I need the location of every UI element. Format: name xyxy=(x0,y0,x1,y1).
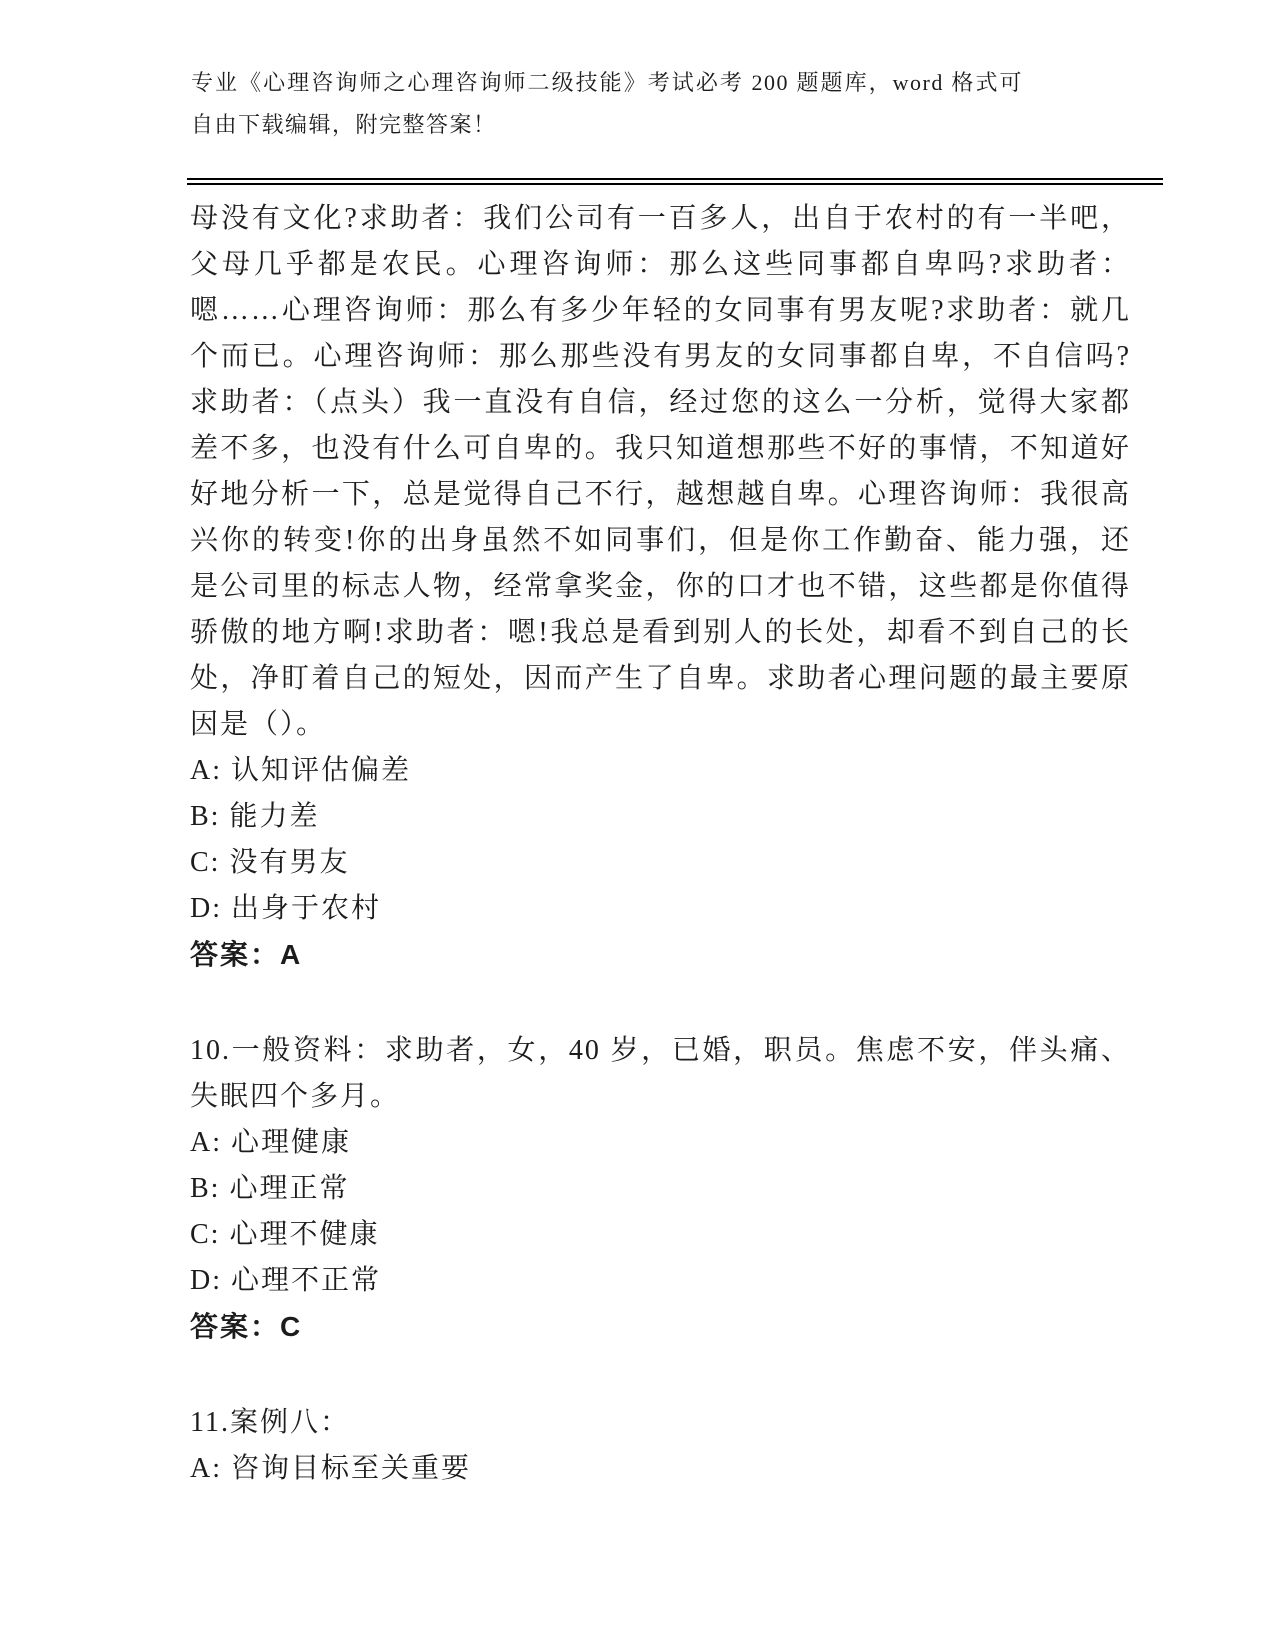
question-body-text: 母没有文化?求助者：我们公司有一百多人，出自于农村的有一半吧，父母几乎都是农民。心理咨询师：那么这些同事都自卑吗?求助者：嗯……心理咨询师：那么有多少年轻的女同事有男友呢?求助者：就几个而已。心理咨询师：那么那些没有男友的女同事都自卑，不自信吗?求助者：（点头）我一直没有自信，经过您的这么一分析，觉得大家都差不多，也没有什么可自卑的。我只知道想那些不好的事情，不知道好好地分析一下，总是觉得自己不行，越想越自卑。心理咨询师：我很高兴你的转变!你的出身虽然不如同事们，但是你工作勤奋、能力强，还是公司里的标志人物，经常拿奖金，你的口才也不错，这些都是你值得骄傲的地方啊!求助者：嗯!我总是看到别人的长处，却看不到自己的长处，净盯着自己的短处，因而产生了自卑。求助者心理问题的最主要原因是（）。 xyxy=(190,203,1131,740)
q9-option-a: A: 认知评估偏差 xyxy=(190,755,412,786)
question-10 xyxy=(190,1028,1131,1350)
header-divider xyxy=(187,178,1163,185)
question-body-text: 10.一般资料：求助者，女，40 岁，已婚，职员。焦虑不安，伴头痛、失眠四个多月。 xyxy=(190,1035,1131,1112)
question-11 xyxy=(190,1400,1131,1492)
question-9-continuation xyxy=(190,196,1131,978)
q11-option-a: A: 咨询目标至关重要 xyxy=(190,1453,472,1484)
q10-option-d: D: 心理不正常 xyxy=(190,1265,382,1296)
q10-option-c: C: 心理不健康 xyxy=(190,1219,380,1250)
document-body xyxy=(190,196,1131,1492)
question-body-text: 11.案例八： xyxy=(190,1407,350,1438)
q9-option-c: C: 没有男友 xyxy=(190,847,350,878)
q9-option-b: B: 能力差 xyxy=(190,801,320,832)
q9-option-d: D: 出身于农村 xyxy=(190,893,382,924)
page-header-title: 专业《心理咨询师之心理咨询师二级技能》考试必考 200 题题库，word 格式可自由下载编辑，附完整答案！ xyxy=(191,70,1023,137)
q9-answer-line: 答案：A xyxy=(190,939,303,970)
q10-option-b: B: 心理正常 xyxy=(190,1173,350,1204)
q10-answer-line: 答案：C xyxy=(190,1311,303,1342)
q10-option-a: A: 心理健康 xyxy=(190,1127,352,1158)
